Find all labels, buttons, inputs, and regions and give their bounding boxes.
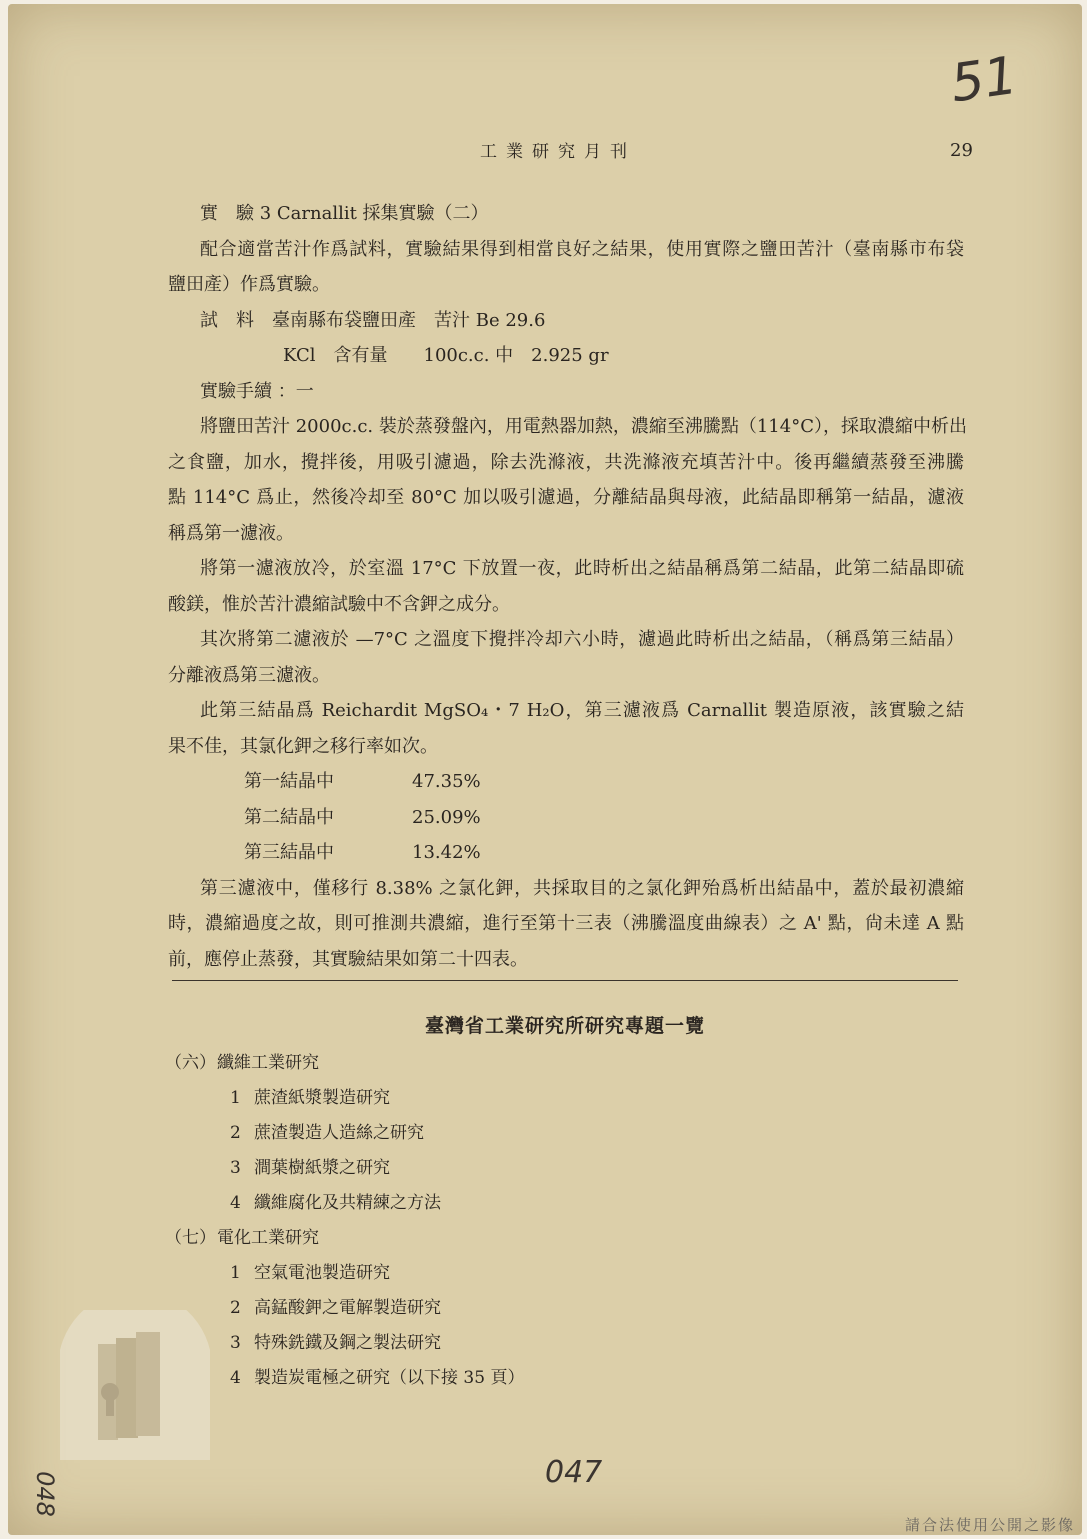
- item-text: 蔗渣紙漿製造研究: [254, 1088, 390, 1108]
- item-text: 蔗渣製造人造絲之研究: [254, 1123, 424, 1143]
- paragraph-line: 稱爲第一濾液。: [168, 522, 294, 544]
- section-name: 纖維工業研究: [217, 1053, 319, 1073]
- sample-line: 試 料 臺南縣布袋鹽田產 苦汁 Be 29.6: [200, 309, 546, 331]
- list-item: [165, 1186, 965, 1221]
- item-text: 空氣電池製造研究: [254, 1263, 390, 1283]
- item-text: 特殊銑鐵及鋼之製法研究: [254, 1333, 441, 1353]
- rate-value: 25.09%: [412, 806, 481, 828]
- article-body: [168, 196, 967, 977]
- item-text: 製造炭電極之研究（以下接 35 頁）: [254, 1368, 525, 1388]
- section-name: 電化工業研究: [217, 1228, 319, 1248]
- journal-running-head: 工業研究月刊: [480, 142, 636, 162]
- paragraph-line: 分離液爲第三濾液。: [168, 664, 330, 686]
- item-text: 高錳酸鉀之電解製造研究: [254, 1298, 441, 1318]
- rate-label: 第一結晶中: [244, 771, 334, 792]
- handwritten-margin-number: 048: [30, 1471, 59, 1517]
- item-text: 纖維腐化及共精練之方法: [254, 1193, 441, 1213]
- paragraph-line: 鹽田產）作爲實驗。: [168, 274, 330, 295]
- list-item: [165, 1081, 965, 1116]
- paragraph-line: 第三濾液中，僅移行 8.38% 之氯化鉀，共採取目的之氯化鉀殆爲析出結晶中，蓋於最初濃縮: [200, 877, 964, 899]
- rate-row: [168, 800, 964, 836]
- paragraph-line: 點 114°C 爲止，然後冷却至 80°C 加以吸引濾過，分離結晶與母液，此結晶即稱第一結晶，濾液: [168, 487, 964, 508]
- item-number: 4: [230, 1368, 241, 1388]
- archive-logo-icon: [60, 1310, 210, 1460]
- item-number: 1: [230, 1088, 241, 1108]
- paragraph-line: 其次將第二濾液於 —7°C 之溫度下攪拌冷却六小時，濾過此時析出之結晶，（稱爲第三結晶）: [200, 629, 964, 650]
- item-number: 2: [230, 1123, 241, 1143]
- list-item: [165, 1116, 965, 1151]
- handwritten-folio-number: 51: [946, 45, 1021, 115]
- section-heading: [165, 1046, 965, 1081]
- rate-label: 第二結晶中: [244, 806, 334, 828]
- item-number: 1: [230, 1263, 241, 1283]
- item-number: 2: [230, 1298, 241, 1318]
- item-text: 澗葉樹紙漿之研究: [254, 1158, 390, 1178]
- procedure-label: 實驗手續 ：一: [200, 380, 314, 402]
- research-topics-listing: [165, 1006, 965, 1396]
- usage-watermark: 請合法使用公開之影像: [904, 1516, 1075, 1534]
- section-number: （七）: [165, 1228, 216, 1248]
- sample-line: KCl 含有量 100c.c. 中 2.925 gr: [283, 345, 609, 366]
- page-number: 29: [950, 140, 973, 161]
- paragraph-line: 將第一濾液放冷，於室溫 17°C 下放置一夜，此時析出之結晶稱爲第二結晶，此第二結晶即硫: [200, 558, 964, 579]
- section-number: （六）: [165, 1053, 216, 1073]
- listing-title: 臺灣省工業研究所研究專題一覽: [424, 1015, 705, 1037]
- paragraph-line: 果不佳，其氯化鉀之移行率如次。: [168, 735, 438, 757]
- section-divider: [172, 980, 958, 981]
- section-heading: [165, 1221, 965, 1256]
- rate-value: 47.35%: [412, 771, 481, 792]
- rate-label: 第三結晶中: [244, 842, 334, 863]
- item-number: 3: [230, 1333, 241, 1353]
- rate-value: 13.42%: [412, 842, 481, 863]
- paragraph-line: 之食鹽，加水，攪拌後，用吸引濾過，除去洗滌液，共洗滌液充填苦汁中。後再繼續蒸發至沸騰: [168, 451, 964, 473]
- rate-row: [168, 835, 964, 871]
- item-number: 4: [230, 1193, 241, 1213]
- list-item: [165, 1151, 965, 1186]
- paragraph-line: 此第三結晶爲 Reichardit MgSO₄・7 H₂O，第三濾液爲 Carnallit 製造原液，該實驗之結: [200, 700, 964, 721]
- item-number: 3: [230, 1158, 241, 1178]
- paragraph-line: 時，濃縮過度之故，則可推測共濃縮，進行至第十三表（沸騰溫度曲線表）之 A' 點，尙未達 A 點: [168, 913, 964, 934]
- list-item: [165, 1256, 965, 1291]
- paragraph-line: 將鹽田苦汁 2000c.c. 裝於蒸發盤內，用電熱器加熱，濃縮至沸騰點（114°C），採取濃縮中析出: [200, 416, 967, 437]
- list-item: [165, 1361, 965, 1396]
- handwritten-bottom-number: 047: [545, 1455, 603, 1490]
- paragraph-line: 配合適當苦汁作爲試料，實驗結果得到相當良好之結果，使用實際之鹽田苦汁（臺南縣市布袋: [200, 238, 964, 260]
- paragraph-line: 酸鎂，惟於苦汁濃縮試驗中不含鉀之成分。: [168, 593, 510, 615]
- rate-row: [168, 764, 964, 800]
- list-item: [165, 1291, 965, 1326]
- list-item: [165, 1326, 965, 1361]
- paragraph-line: 前，應停止蒸發，其實驗結果如第二十四表。: [168, 948, 528, 970]
- experiment-heading: 實 驗 3 Carnallit 採集實驗（二）: [200, 203, 489, 224]
